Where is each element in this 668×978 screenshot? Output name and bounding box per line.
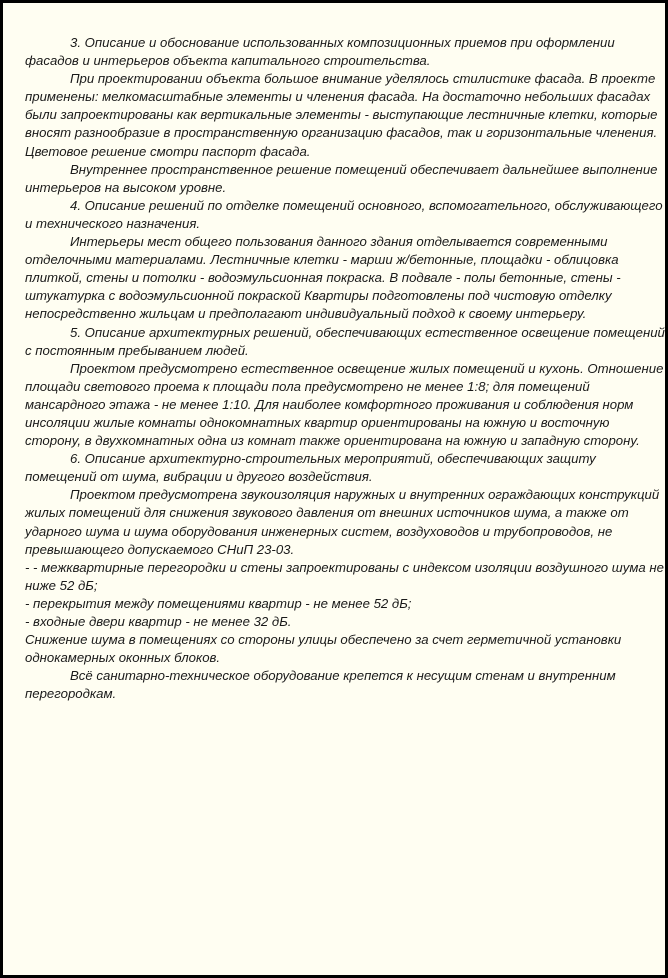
paragraph-sound-insulation: Проектом предусмотрена звукоизоляция наружных и внутренних ограждающих конструкций жилых помещений для снижения звукового давления от внешних источников шума, а также от ударного шума и шума оборудования инженерных систем, воздуховодов и трубопроводов, не превышающего допускаемого СНиП 23-03. <box>25 487 660 557</box>
section-6-heading: 6. Описание архитектурно-строительных мероприятий, обеспечивающих защиту помещений от шума, вибрации и другого воздействия. <box>25 451 596 485</box>
list-item-partitions: - - межквартирные перегородки и стены запроектированы с индексом изоляции воздушного шума не ниже 52 дБ; <box>25 559 664 593</box>
list-item-doors: - входные двери квартир - не менее 32 дБ. <box>25 614 292 629</box>
paragraph-street-noise: Снижение шума в помещениях со стороны улицы обеспечено за счет герметичной установки однокамерных оконных блоков. <box>25 632 622 666</box>
section-3-heading: 3. Описание и обоснование использованных композиционных приемов при оформлении фасадов и интерьеров объекта капитального строительства. <box>25 35 615 69</box>
list-item-floors: - перекрытия между помещениями квартир - не менее 52 дБ; <box>25 595 412 611</box>
document-text <box>25 34 665 703</box>
paragraph-facade-stylistics: При проектировании объекта большое внимание уделялось стилистике фасада. В проекте применены: мелкомасштабные элементы и членения фасада. На достаточно небольших фасадах были запроектированы как вертикальные элементы - выступающие лестничные клетки, которые вносят разнообразие в пространственную организацию фасадов, так и горизонтальные членения. Цветовое решение смотри паспорт фасада. <box>25 71 658 159</box>
section-4-heading: 4. Описание решений по отделке помещений основного, вспомогательного, обслуживающего и технического назначения. <box>25 197 663 231</box>
paragraph-natural-lighting: Проектом предусмотрено естественное освещение жилых помещений и кухонь. Отношение площади светового проема к площади пола предусмотрено не менее 1:8; для помещений мансардного этажа - не менее 1:10. Для наиболее комфортного проживания и соблюдения норм инсоляции жилые комнаты однокомнатных квартир ориентированы на южную и восточную сторону, в двухкомнатных одна из комнат также ориентирована на южную и западную сторону. <box>25 360 664 449</box>
paragraph-interior-solution: Внутреннее пространственное решение помещений обеспечивает дальнейшее выполнение интерьеров на высоком уровне. <box>25 161 658 195</box>
section-5-heading: 5. Описание архитектурных решений, обеспечивающих естественное освещение помещений с постоянным пребыванием людей. <box>25 324 665 358</box>
paragraph-finishing: Интерьеры мест общего пользования данного здания отделывается современными отделочными материалами. Лестничные клетки - марши ж/бетонные, площадки - облицовка плиткой, стены и потолки - водоэмульсионная покраска. В подвале - полы бетонные, стены - штукатурка с водоэмульсионной покраской Квартиры подготовлены под чистовую отделку непосредственно жильцам и предполагают индивидуальный подход к своему интерьеру. <box>25 234 621 322</box>
paragraph-sanitary-equipment: Всё санитарно-техническое оборудование крепется к несущим стенам и внутренним перегородкам. <box>25 668 616 702</box>
